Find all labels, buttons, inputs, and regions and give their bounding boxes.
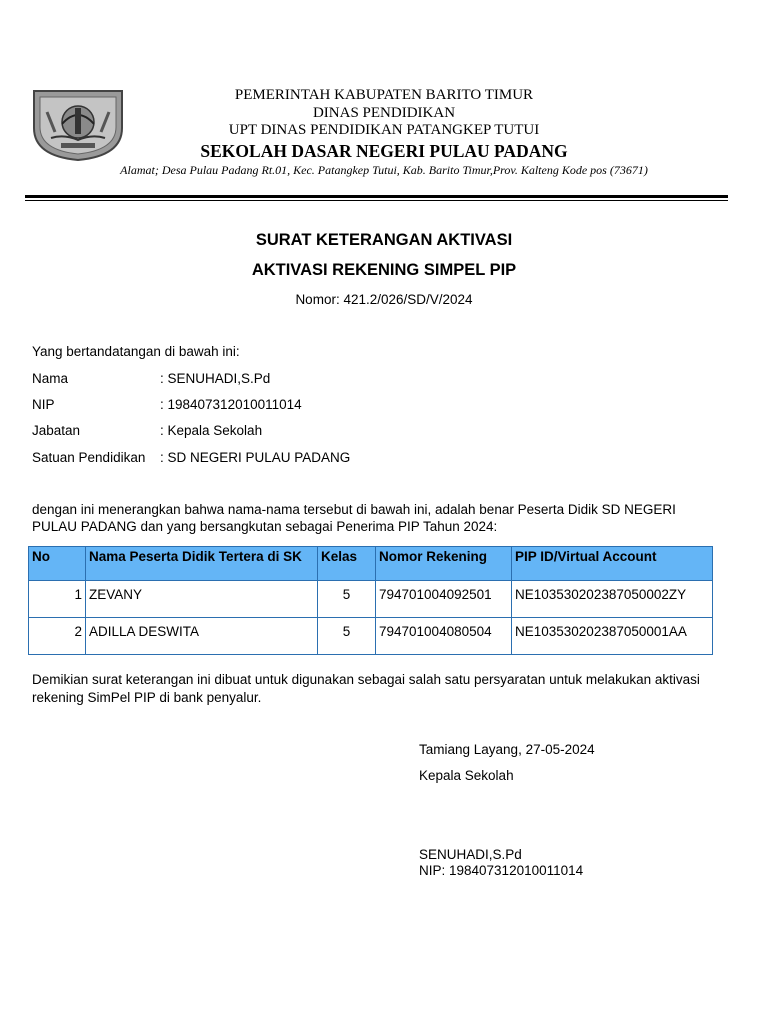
signature-name: SENUHADI,S.Pd: [419, 847, 522, 862]
letterhead-address: Alamat; Desa Pulau Padang Rt.01, Kec. Patangkep Tutui, Kab. Barito Timur,Prov. Kalteng Kode pos (73671): [120, 163, 648, 177]
cell-nomor-rekening: 794701004080504: [376, 618, 512, 655]
closing-line-1: Demikian surat keterangan ini dibuat untuk digunakan sebagai salah satu persyaratan untuk melakukan aktivasi: [32, 672, 700, 687]
letterhead-agency: DINAS PENDIDIKAN: [312, 105, 456, 121]
letterhead-school-name: SEKOLAH DASAR NEGERI PULAU PADANG: [200, 141, 568, 161]
cell-pip-id: NE103530202387050001AA: [512, 618, 713, 655]
signer-intro: Yang bertandatangan di bawah ini:: [32, 344, 240, 359]
field-value-nama: : SENUHADI,S.Pd: [160, 371, 271, 386]
cell-nomor-rekening: 794701004092501: [376, 581, 512, 618]
field-label-nip: NIP: [32, 397, 55, 412]
field-label-nama: Nama: [32, 371, 69, 386]
closing-line-2: rekening SimPel PIP di bank penyalur.: [32, 690, 262, 705]
cell-no: 2: [29, 618, 86, 655]
column-header-kelas: Kelas: [318, 547, 376, 581]
letterhead-government: PEMERINTAH KABUPATEN BARITO TIMUR: [234, 87, 534, 103]
cell-kelas: 5: [318, 618, 376, 655]
column-header-nama: Nama Peserta Didik Tertera di SK: [86, 547, 318, 581]
signature-position: Kepala Sekolah: [419, 768, 514, 783]
cell-kelas: 5: [318, 581, 376, 618]
cell-nama: ADILLA DESWITA: [86, 618, 318, 655]
column-header-pip-id: PIP ID/Virtual Account: [512, 547, 713, 581]
table-row: [29, 581, 713, 618]
letterhead-upt: UPT DINAS PENDIDIKAN PATANGKEP TUTUI: [228, 122, 540, 138]
cell-pip-id: NE103530202387050002ZY: [512, 581, 713, 618]
document-title: SURAT KETERANGAN AKTIVASI: [255, 231, 513, 249]
signature-nip: NIP: 198407312010011014: [419, 863, 584, 878]
field-value-nip: : 198407312010011014: [160, 397, 302, 412]
cell-no: 1: [29, 581, 86, 618]
letterhead-divider-thin: [25, 200, 728, 201]
document-subtitle: AKTIVASI REKENING SIMPEL PIP: [251, 261, 517, 279]
document-number: Nomor: 421.2/026/SD/V/2024: [295, 292, 473, 307]
field-label-jabatan: Jabatan: [32, 423, 81, 438]
signature-place-date: Tamiang Layang, 27-05-2024: [419, 742, 595, 757]
statement-line-1: dengan ini menerangkan bahwa nama-nama tersebut di bawah ini, adalah benar Peserta Didik SD NEGERI: [32, 502, 676, 517]
recipients-table: [28, 546, 713, 655]
cell-nama: ZEVANY: [86, 581, 318, 618]
letterhead-divider-thick: [25, 195, 728, 198]
table-row: [29, 618, 713, 655]
column-header-nomor-rekening: Nomor Rekening: [376, 547, 512, 581]
column-header-no: No: [29, 547, 86, 581]
statement-line-2: PULAU PADANG dan yang bersangkutan sebagai Penerima PIP Tahun 2024:: [32, 519, 498, 534]
field-value-jabatan: : Kepala Sekolah: [160, 423, 263, 438]
field-label-satuan-pendidikan: Satuan Pendidikan: [32, 450, 146, 465]
table-header-row: [29, 547, 713, 581]
field-value-satuan-pendidikan: : SD NEGERI PULAU PADANG: [160, 450, 351, 465]
